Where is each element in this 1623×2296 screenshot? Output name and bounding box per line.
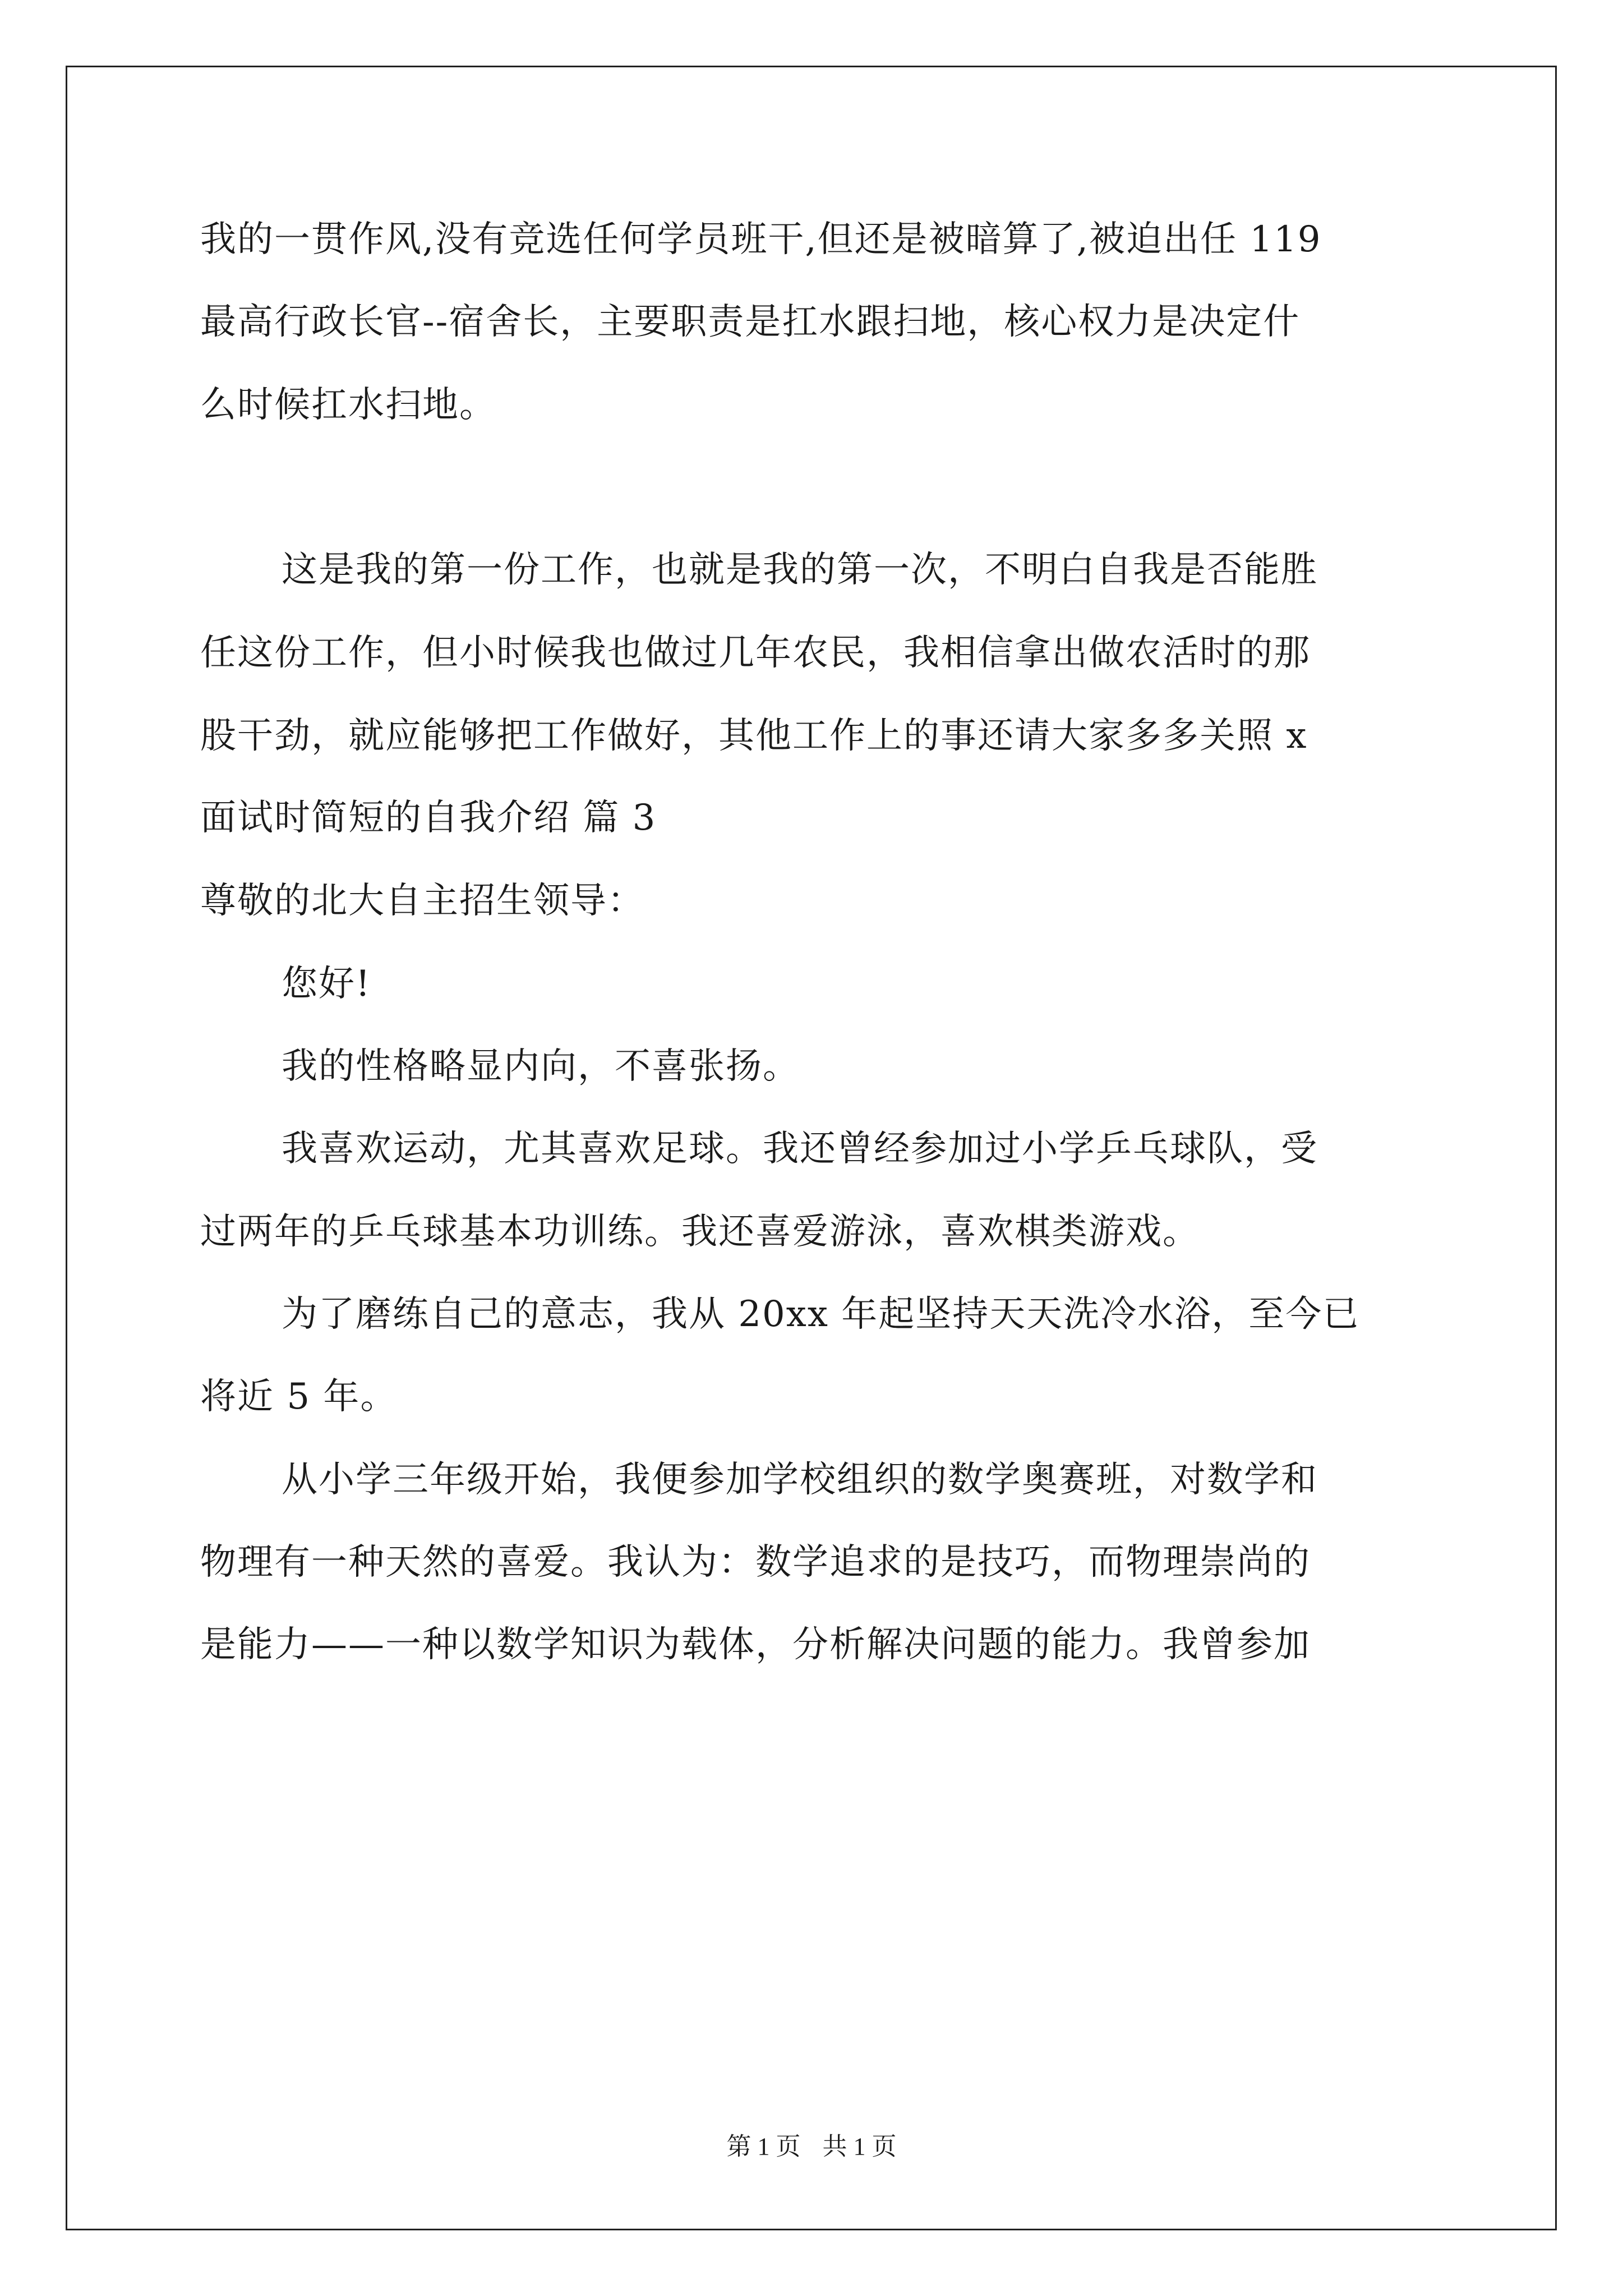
text-line: 为了磨练自己的意志，我从 20xx 年起坚持天天洗冷水浴，至今已	[282, 1294, 1360, 1335]
text-line: 将近 5 年。	[200, 1376, 398, 1418]
text-line: 从小学三年级开始，我便参加学校组织的数学奥赛班，对数学和	[282, 1459, 1318, 1501]
text-line: 股干劲，就应能够把工作做好，其他工作上的事还请大家多多关照 x	[200, 715, 1308, 757]
page-footer	[0, 2134, 1623, 2159]
section-heading: 面试时简短的自我介绍 篇 3	[200, 797, 657, 839]
text-line: 最高行政长官--宿舍长，主要职责是扛水跟扫地，核心权力是决定什	[200, 301, 1301, 343]
text-line: 物理有一种天然的喜爱。我认为：数学追求的是技巧，而物理崇尚的	[200, 1542, 1311, 1583]
greeting: 您好!	[282, 963, 371, 1005]
text-line: 任这份工作，但小时候我也做过几年农民，我相信拿出做农活时的那	[200, 632, 1311, 674]
salutation: 尊敬的北大自主招生领导：	[200, 880, 644, 922]
text-line: 这是我的第一份工作，也就是我的第一次，不明白自我是否能胜	[282, 549, 1318, 591]
text-line: 是能力——一种以数学知识为载体，分析解决问题的能力。我曾参加	[200, 1624, 1311, 1665]
text-line: 我喜欢运动，尤其喜欢足球。我还曾经参加过小学乒乓球队，受	[282, 1128, 1318, 1170]
text-line: 我的性格略显内向，不喜张扬。	[282, 1046, 800, 1087]
text-line: 么时候扛水扫地。	[200, 384, 496, 426]
page-total: 共 1 页	[822, 2133, 897, 2160]
text-line: 我的一贯作风,没有竞选任何学员班干,但还是被暗算了,被迫出任 119	[200, 219, 1322, 260]
page-number: 第 1 页	[726, 2133, 801, 2160]
text-line: 过两年的乒乓球基本功训练。我还喜爱游泳，喜欢棋类游戏。	[200, 1211, 1200, 1253]
